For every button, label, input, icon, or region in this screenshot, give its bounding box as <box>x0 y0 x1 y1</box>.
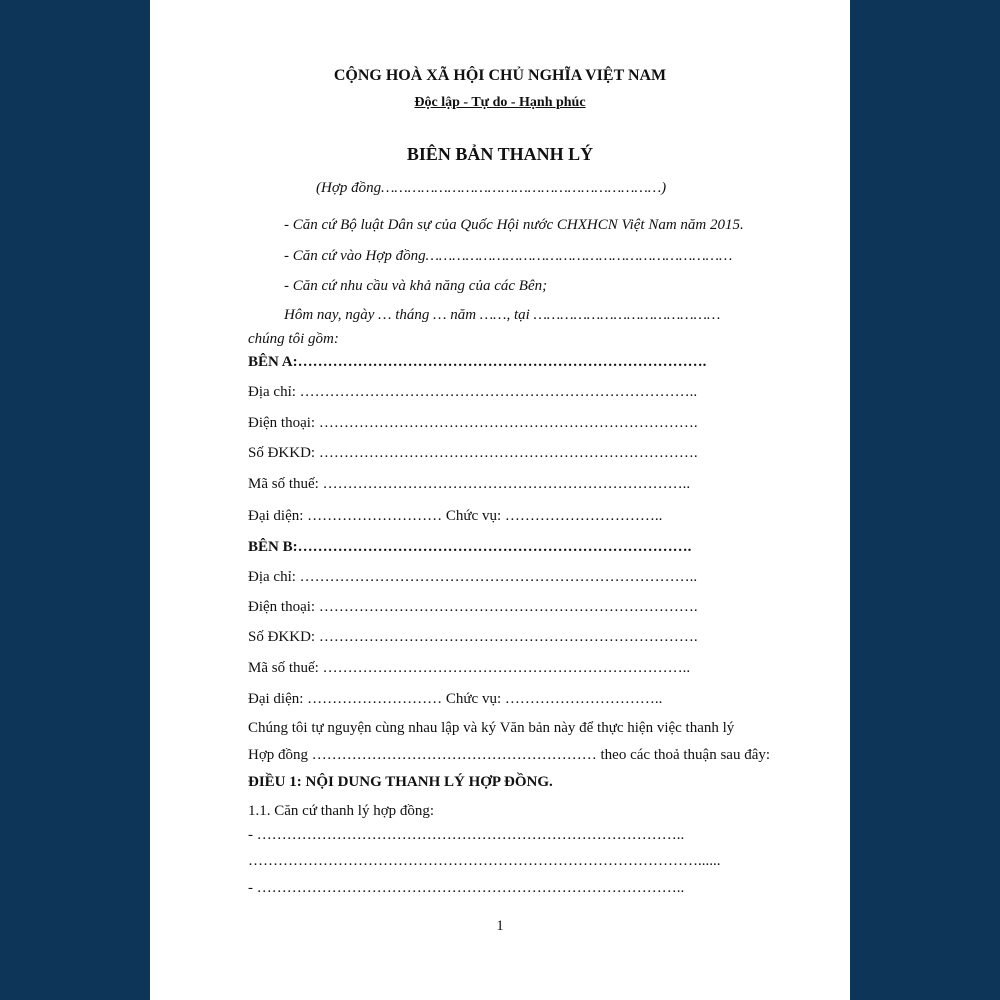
party-b-representative: Đại diện: ……………………… Chức vụ: ………………………….. <box>248 691 663 707</box>
contract-reference: (Hợp đồng………………………………………………………) <box>316 180 667 196</box>
basis-item-1: - ………………………………………………………………………….. <box>248 827 685 843</box>
party-b-phone: Điện thoại: …………………………………………………………………. <box>248 599 698 615</box>
page-number: 1 <box>496 918 504 934</box>
party-a-label: BÊN A:………………………………………………………………………. <box>248 354 707 370</box>
section-1-1: 1.1. Căn cứ thanh lý hợp đồng: <box>248 803 435 819</box>
party-b-address: Địa chỉ: …………………………………………………………………….. <box>248 569 698 585</box>
article-1-title: ĐIỀU 1: NỘI DUNG THANH LÝ HỢP ĐỒNG. <box>248 774 553 790</box>
document-page <box>150 0 850 1000</box>
nation-heading: CỘNG HOÀ XÃ HỘI CHỦ NGHĨA VIỆT NAM <box>333 67 667 84</box>
basis-needs: - Căn cứ nhu cầu và khả năng của các Bên; <box>284 278 548 294</box>
basis-contract: - Căn cứ vào Hợp đồng…………………………………………………………… <box>284 248 733 264</box>
party-b-tax-code: Mã số thuế: ……………………………………………………………….. <box>248 660 691 676</box>
party-b-label: BÊN B:……………………………………………………………………. <box>248 539 692 555</box>
agreement-line-1: Chúng tôi tự nguyện cùng nhau lập và ký Văn bản này để thực hiện việc thanh lý <box>248 720 735 736</box>
party-b-business-reg: Số ĐKKD: …………………………………………………………………. <box>248 629 698 645</box>
party-a-phone: Điện thoại: …………………………………………………………………. <box>248 415 698 431</box>
basis-item-2: ………………………………………………………………………………...... <box>248 853 721 869</box>
party-a-business-reg: Số ĐKKD: …………………………………………………………………. <box>248 445 698 461</box>
today-line: Hôm nay, ngày … tháng … năm ……, tại …………………………………… <box>284 307 721 323</box>
motto: Độc lập - Tự do - Hạnh phúc <box>414 95 586 110</box>
party-a-address: Địa chỉ: …………………………………………………………………….. <box>248 384 698 400</box>
agreement-line-2: Hợp đồng ………………………………………………… theo các thoả thuận sau đây: <box>248 747 771 763</box>
document-title: BIÊN BẢN THANH LÝ <box>406 144 594 164</box>
basis-item-3: - ………………………………………………………………………….. <box>248 880 685 896</box>
we-include-line: chúng tôi gồm: <box>248 331 339 347</box>
party-a-tax-code: Mã số thuế: ……………………………………………………………….. <box>248 476 691 492</box>
party-a-representative: Đại diện: ……………………… Chức vụ: ………………………….. <box>248 508 663 524</box>
basis-civil-code: - Căn cứ Bộ luật Dân sự của Quốc Hội nước CHXHCN Việt Nam năm 2015. <box>284 217 744 233</box>
